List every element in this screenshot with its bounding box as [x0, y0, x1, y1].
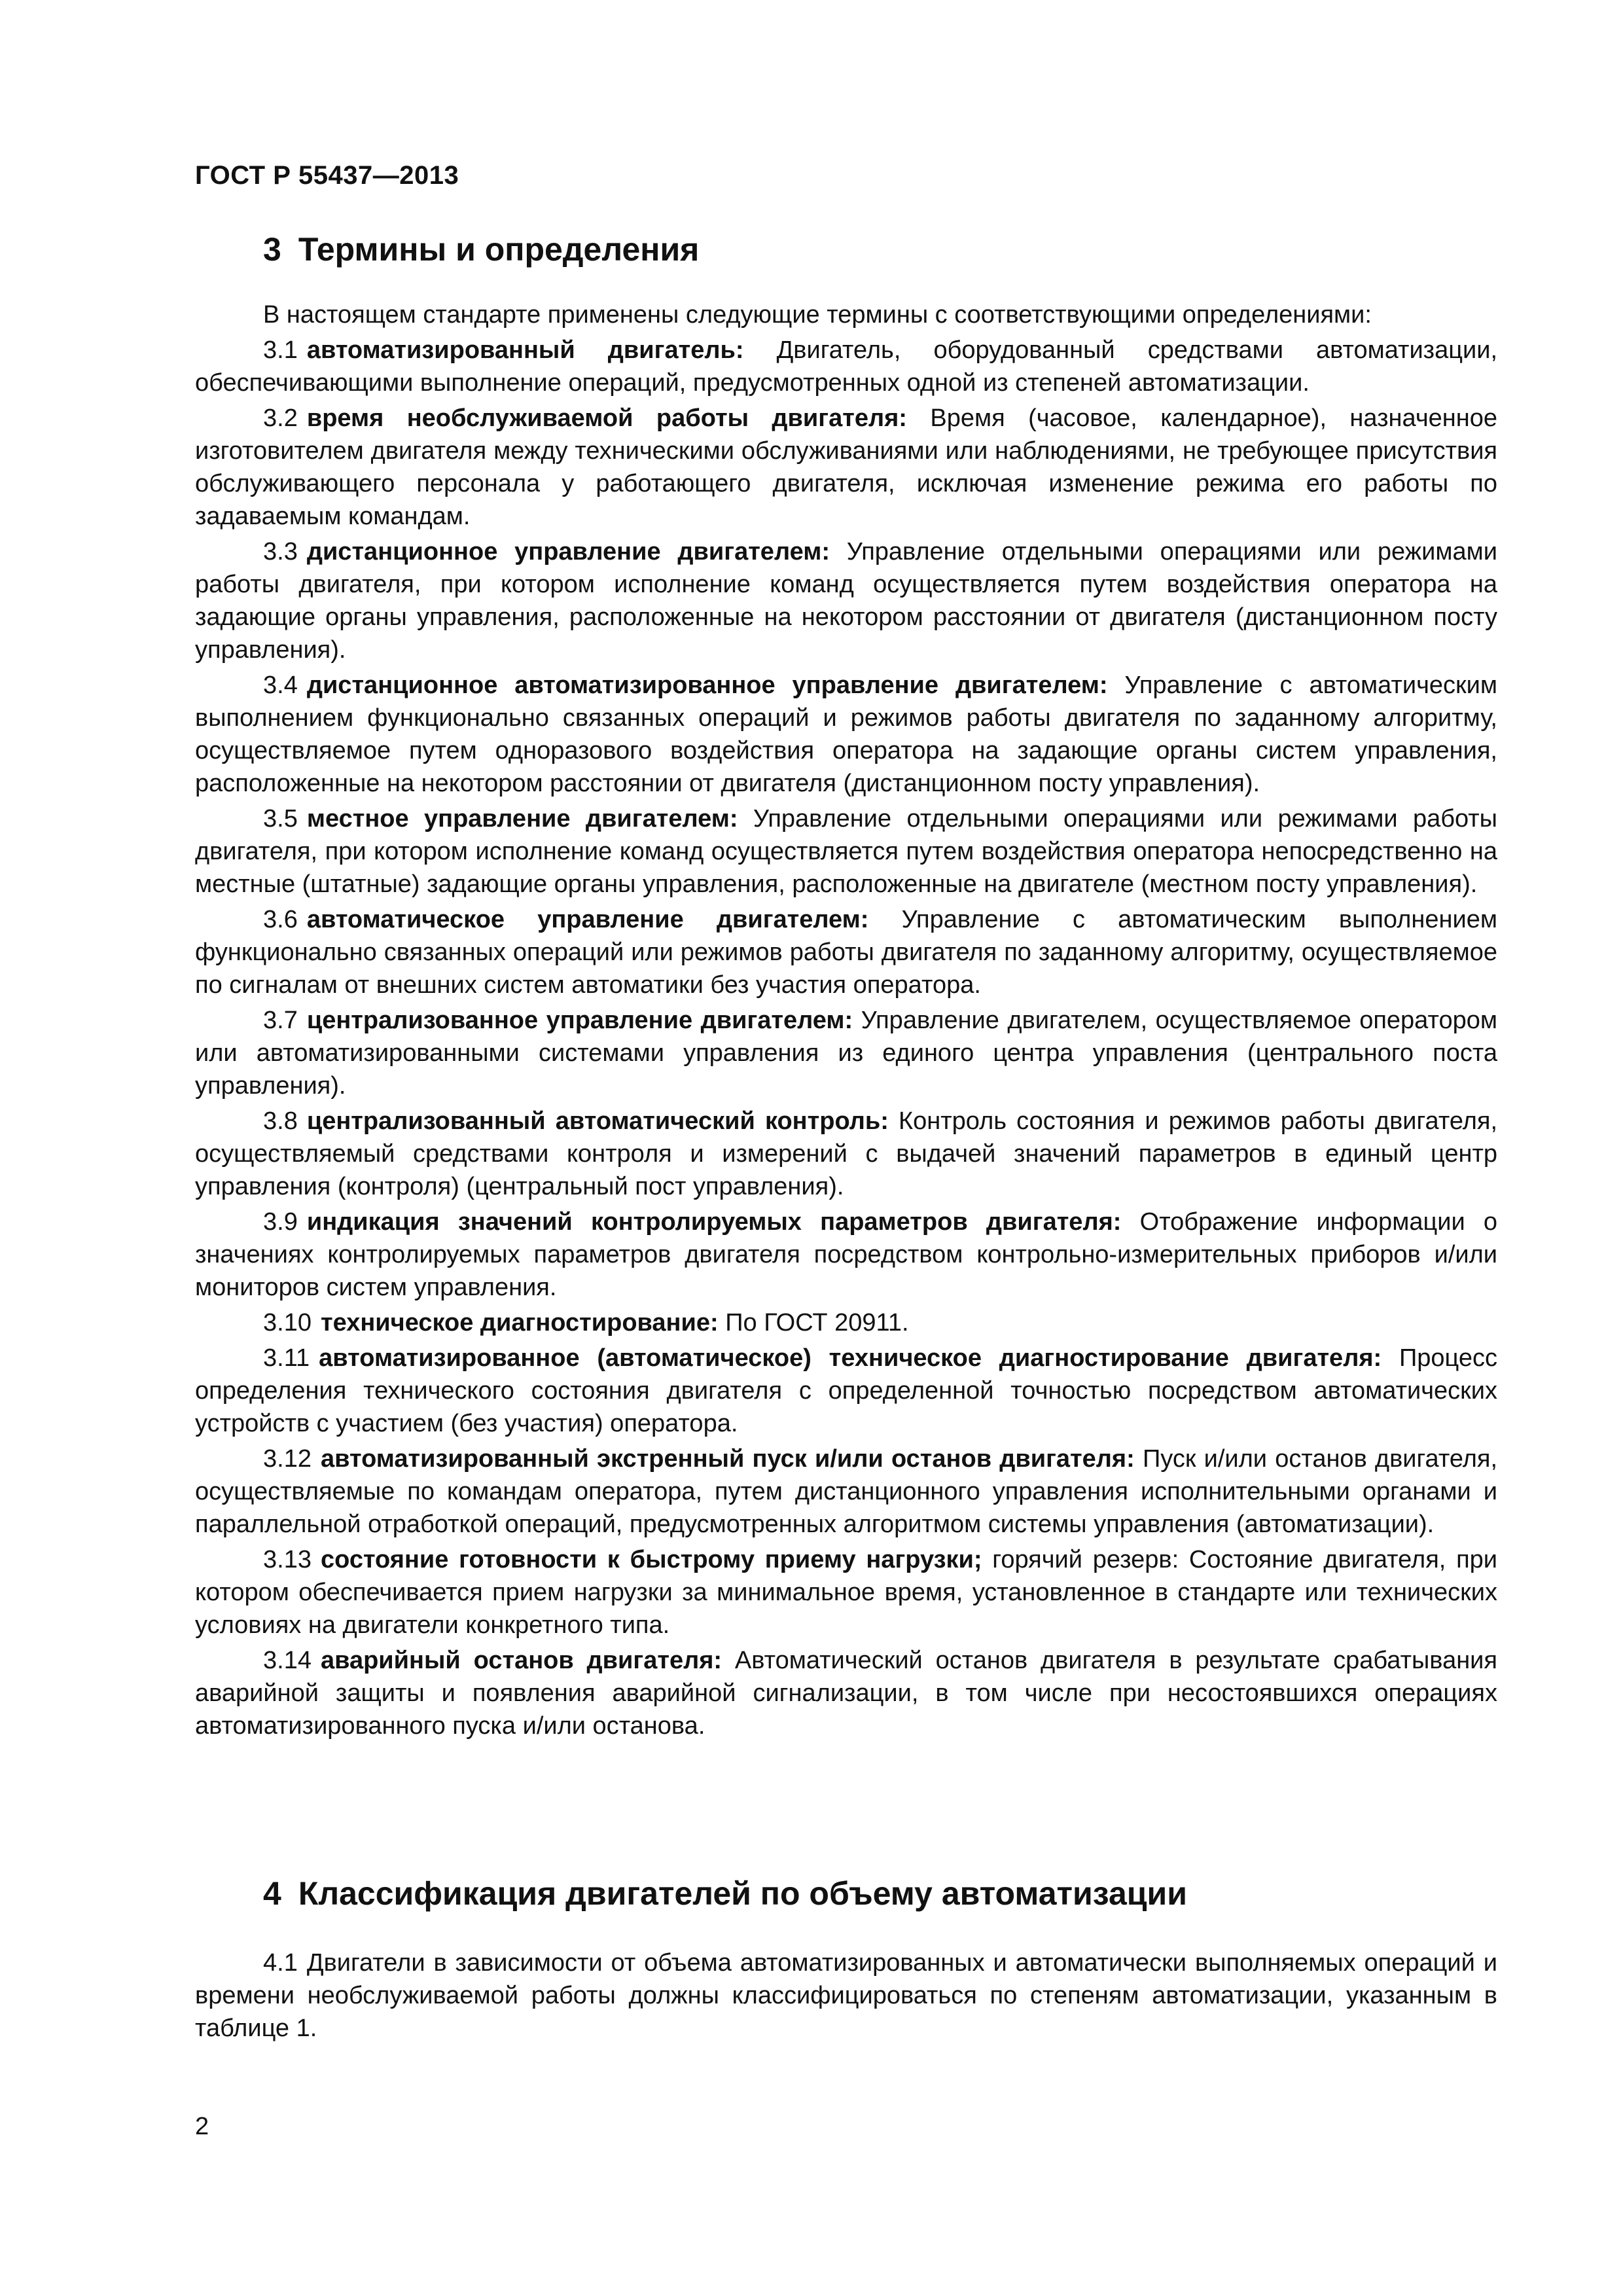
term-item	[195, 669, 1497, 800]
terms-list	[195, 334, 1497, 1745]
term-name: автоматизированный двигатель:	[306, 336, 744, 364]
term-item	[195, 334, 1497, 399]
term-name: автоматизированное (автоматическое) техническое диагностирование двигателя:	[319, 1344, 1382, 1372]
section-number: 4	[263, 1875, 281, 1912]
section-number: 3	[263, 231, 281, 268]
term-definition: Управление с автоматическим выполнением функционально связанных операций и режимов работы двигателя по заданному алгоритму, осуществляемое путем одноразового воздействия оператора на задающие органы систем управления, расположенные на некотором расстоянии от двигателя (дистанционном посту управления).	[195, 672, 1498, 797]
term-definition: Время (часовое, календарное), назначенное изготовителем двигателя между техническими обслуживаниями или наблюдениями, не требующее присутствия обслуживающего персонала у работающего двигателя, исключая изменение режима его работы по задаваемым командам.	[195, 404, 1497, 530]
term-definition: Управление отдельными операциями или режимами работы двигателя, при котором исполнение команд осуществляется путем воздействия оператора на задающие органы управления, расположенные на некотором расстоянии от двигателя (дистанционном посту управления).	[195, 538, 1497, 664]
term-number: 3.3	[263, 538, 298, 565]
section-title: Классификация двигателей по объему автоматизации	[298, 1875, 1187, 1912]
term-item	[195, 903, 1497, 1001]
term-definition: Автоматический останов двигателя в результате срабатывания аварийной защиты и появления аварийной сигнализации, в том числе при несостоявшихся операциях автоматизированного пуска и/или останова.	[195, 1647, 1497, 1740]
term-number: 3.13	[263, 1546, 312, 1573]
term-definition: Контроль состояния и режимов работы двигателя, осуществляемый средствами контроля и измерений с выдачей значений параметров в единый центр управления (контроля) (центральный пост управления).	[195, 1107, 1497, 1200]
term-name: состояние готовности к быстрому приему нагрузки;	[320, 1546, 982, 1573]
term-name: автоматическое управление двигателем:	[306, 906, 869, 933]
section-4-heading	[263, 1874, 1187, 1912]
term-number: 3.10	[263, 1309, 312, 1336]
section-intro: В настоящем стандарте применены следующие термины с соответствующими определениями:	[263, 301, 1372, 329]
term-number: 3.6	[263, 906, 298, 933]
term-name: дистанционное автоматизированное управление двигателем:	[306, 672, 1108, 699]
term-definition: Двигатель, оборудованный средствами автоматизации, обеспечивающими выполнение операций, предусмотренных одной из степеней автоматизации.	[195, 336, 1498, 397]
term-name: время необслуживаемой работы двигателя:	[306, 404, 907, 432]
term-item	[195, 1342, 1497, 1440]
term-item	[195, 1443, 1497, 1541]
term-name: дистанционное управление двигателем:	[306, 538, 830, 565]
term-item	[195, 1543, 1497, 1641]
term-number: 3.9	[263, 1208, 298, 1236]
term-name: автоматизированный экстренный пуск и/или останов двигателя:	[320, 1445, 1135, 1473]
term-name: индикация значений контролируемых параметров двигателя:	[306, 1208, 1122, 1236]
term-synonym: горячий резерв:	[992, 1546, 1179, 1573]
clause-text: Двигатели в зависимости от объема автоматизированных и автоматически выполняемых операций и времени необслуживаемой работы должны классифицироваться по степеням автоматизации, указанным в таблице 1.	[195, 1949, 1497, 2042]
term-definition: Управление двигателем, осуществляемое оператором или автоматизированными системами управления из единого центра управления (центрального поста управления).	[195, 1007, 1497, 1100]
page-number: 2	[195, 2113, 209, 2140]
section-4-body	[195, 1946, 1497, 2047]
term-name: местное управление двигателем:	[306, 805, 738, 833]
term-definition: Процесс определения технического состояния двигателя с определенной точностью посредством автоматических устройств с участием (без участия) оператора.	[195, 1344, 1498, 1437]
term-number: 3.12	[263, 1445, 312, 1473]
term-item	[195, 535, 1497, 666]
term-definition: Управление с автоматическим выполнением функционально связанных операций или режимов работы двигателя по заданному алгоритму, осуществляемое по сигналам от внешних систем автоматики без участия оператора.	[195, 906, 1497, 999]
term-definition: Отображение информации о значениях контролируемых параметров двигателя посредством контрольно-измерительных приборов и/или мониторов систем управления.	[195, 1208, 1498, 1301]
term-definition: Состояние двигателя, при котором обеспечивается прием нагрузки за минимальное время, установленное в стандарте или технических условиях на двигатели конкретного типа.	[195, 1546, 1498, 1639]
term-item	[195, 1206, 1497, 1304]
term-name: централизованное управление двигателем:	[306, 1007, 853, 1034]
term-item	[195, 802, 1497, 901]
section-3-heading	[263, 230, 699, 268]
term-number: 3.7	[263, 1007, 298, 1034]
term-item	[195, 1004, 1497, 1102]
term-number: 3.4	[263, 672, 298, 699]
clause-number: 4.1	[263, 1949, 298, 1977]
term-number: 3.11	[263, 1344, 310, 1372]
term-name: аварийный останов двигателя:	[320, 1647, 722, 1674]
term-number: 3.2	[263, 404, 298, 432]
term-number: 3.8	[263, 1107, 298, 1135]
term-definition: По ГОСТ 20911.	[725, 1309, 909, 1336]
term-definition: Пуск и/или останов двигателя, осуществляемые по командам оператора, путем дистанционного управления исполнительными органами и параллельной отработкой операций, предусмотренных алгоритмом системы управления (автоматизации).	[195, 1445, 1497, 1538]
document-code: ГОСТ Р 55437—2013	[195, 161, 459, 190]
term-name: централизованный автоматический контроль:	[306, 1107, 889, 1135]
term-item	[195, 402, 1497, 533]
term-definition: Управление отдельными операциями или режимами работы двигателя, при котором исполнение команд осуществляется путем воздействия оператора непосредственно на местные (штатные) задающие органы управления, расположенные на двигателе (местном посту управления).	[195, 805, 1497, 898]
clause-item	[195, 1946, 1497, 2045]
term-item	[195, 1105, 1497, 1203]
term-number: 3.5	[263, 805, 298, 833]
term-number: 3.14	[263, 1647, 312, 1674]
term-number: 3.1	[263, 336, 298, 364]
term-item	[195, 1644, 1497, 1742]
term-item	[195, 1306, 1497, 1339]
section-title: Термины и определения	[298, 231, 700, 268]
term-name: техническое диагностирование:	[320, 1309, 719, 1336]
section-3-intro-block	[195, 298, 1497, 334]
